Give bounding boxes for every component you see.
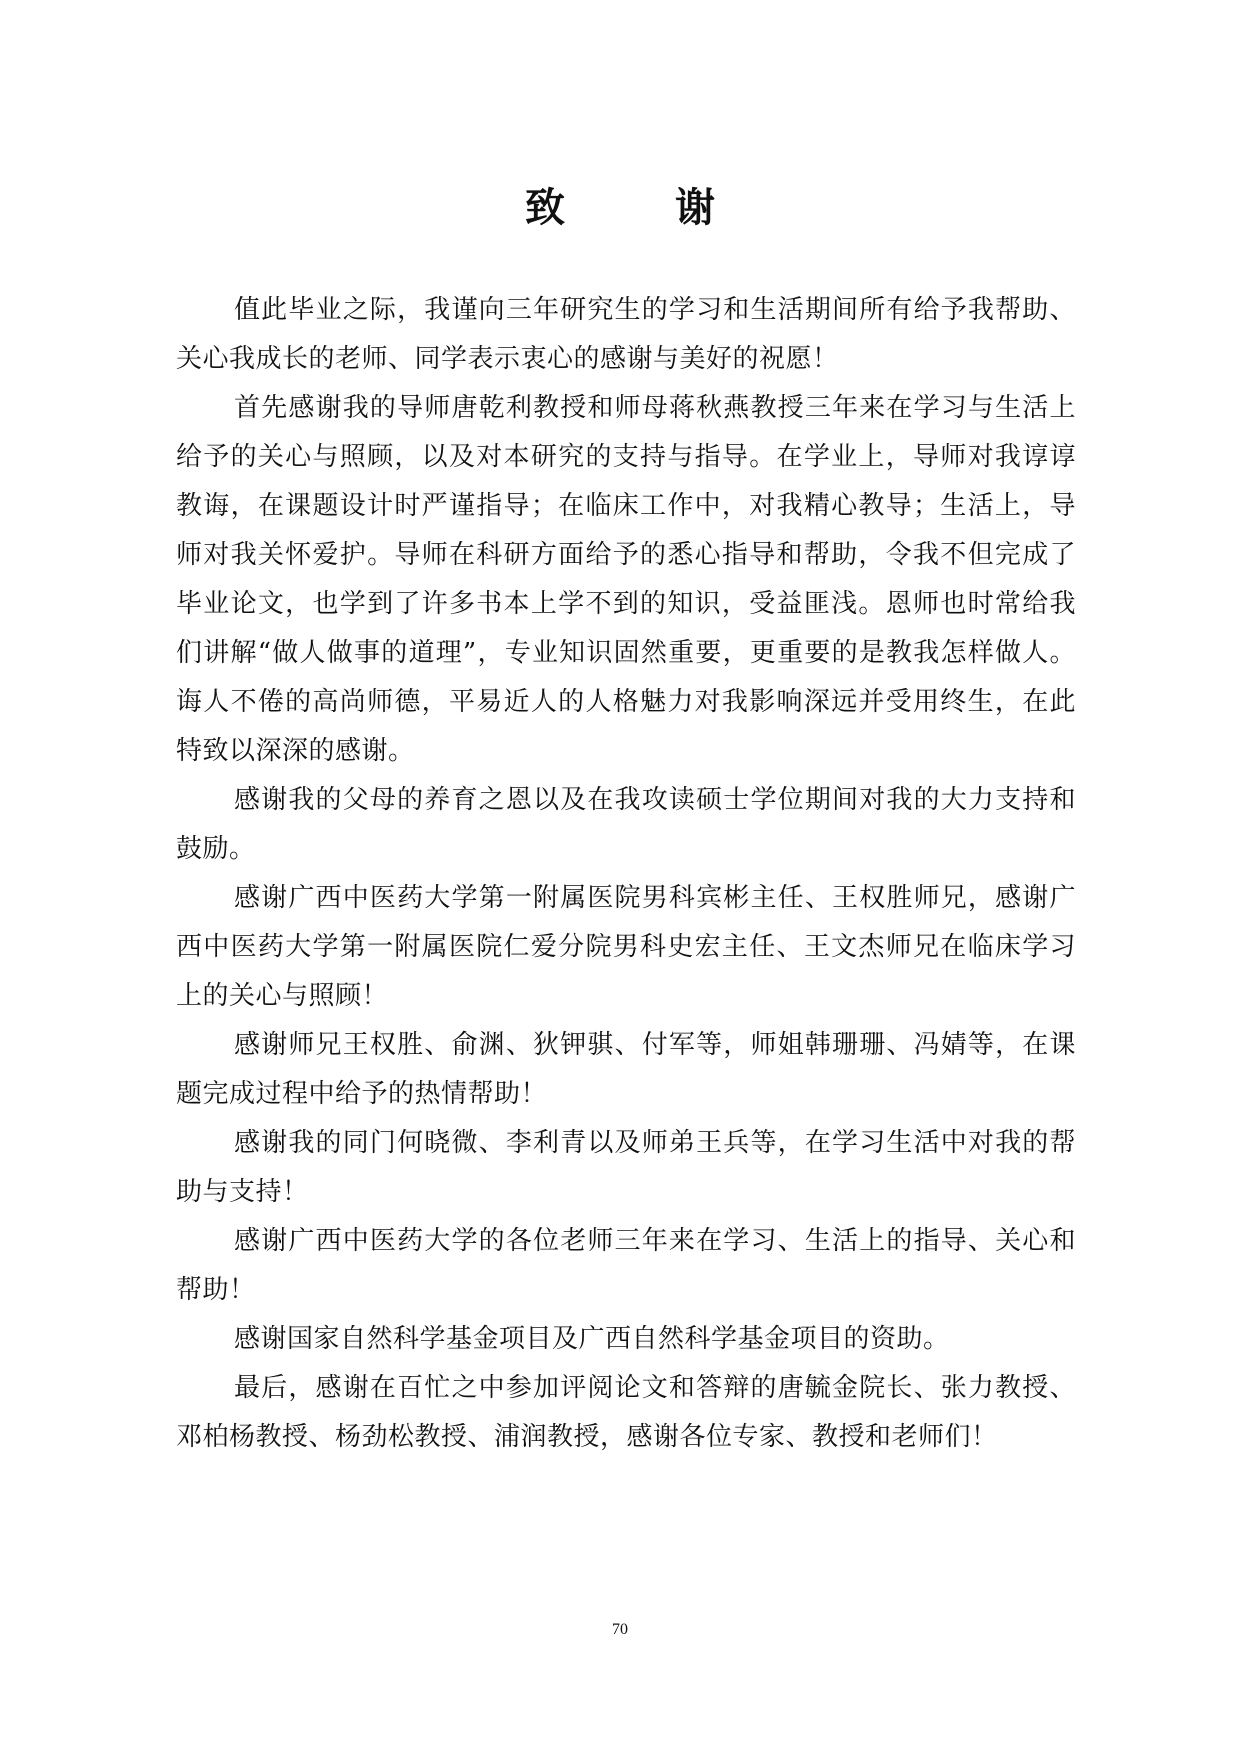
paragraph-funding: 感谢国家自然科学基金项目及广西自然科学基金项目的资助。 — [234, 1324, 950, 1354]
paragraph-peers: 感谢我的同门何晓微、李利青以及师弟王兵等，在学习生活中对我的帮助与支持！ — [176, 1128, 1076, 1207]
paragraph-parents: 感谢我的父母的养育之恩以及在我攻读硕士学位期间对我的大力支持和鼓励。 — [176, 785, 1076, 864]
paragraph-opening: 值此毕业之际，我谨向三年研究生的学习和生活期间所有给予我帮助、关心我成长的老师、同学表示衷心的感谢与美好的祝愿！ — [176, 295, 1076, 374]
paragraph-hospital: 感谢广西中医药大学第一附属医院男科宾彬主任、王权胜师兄，感谢广西中医药大学第一附属医院仁爱分院男科史宏主任、王文杰师兄在临床学习上的关心与照顾！ — [176, 883, 1076, 1011]
acknowledgement-body — [176, 286, 1076, 1462]
page-number: 70 — [612, 1621, 628, 1638]
page-title: 致 谢 — [525, 185, 763, 231]
paragraph-committee: 最后，感谢在百忙之中参加评阅论文和答辩的唐毓金院长、张力教授、邓柏杨教授、杨劲松教授、浦润教授，感谢各位专家、教授和老师们！ — [176, 1373, 1076, 1452]
paragraph-teachers: 感谢广西中医药大学的各位老师三年来在学习、生活上的指导、关心和帮助！ — [176, 1226, 1076, 1305]
paragraph-advisor: 首先感谢我的导师唐乾利教授和师母蒋秋燕教授三年来在学习与生活上给予的关心与照顾，以及对本研究的支持与指导。在学业上，导师对我谆谆教诲，在课题设计时严谨指导；在临床工作中，对我精心教导；生活上，导师对我关怀爱护。导师在科研方面给予的悉心指导和帮助，令我不但完成了毕业论文，也学到了许多书本上学不到的知识，受益匪浅。恩师也时常给我们讲解“做人做事的道理”，专业知识固然重要，更重要的是教我怎样做人。诲人不倦的高尚师德，平易近人的人格魅力对我影响深远并受用终生，在此特致以深深的感谢。 — [176, 393, 1076, 766]
paragraph-seniors: 感谢师兄王权胜、俞渊、狄钾骐、付军等，师姐韩珊珊、冯婧等，在课题完成过程中给予的热情帮助！ — [176, 1030, 1076, 1109]
